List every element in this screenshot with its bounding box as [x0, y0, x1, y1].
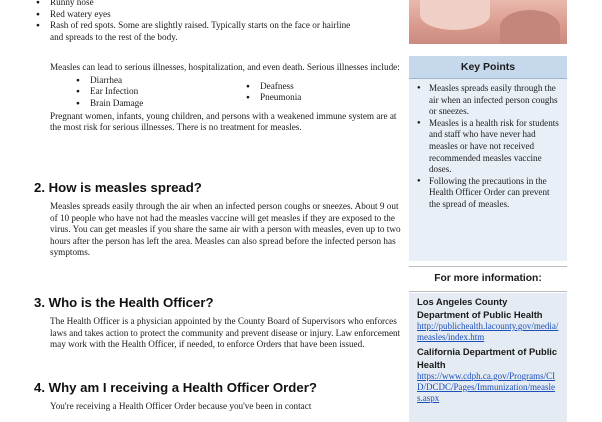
- symptom-item: ● Red watery eyes: [50, 9, 362, 21]
- section-heading-order: 4. Why am I receiving a Health Officer Order?: [34, 380, 317, 395]
- key-points-heading: Key Points: [409, 56, 567, 79]
- source-link[interactable]: http://publichealth.lacounty.gov/media/measles/index.htm: [417, 321, 559, 342]
- illness-list: [90, 75, 402, 111]
- order-text: You're receiving a Health Officer Order because you've been in contact: [50, 401, 312, 411]
- section-body-spread: [50, 201, 402, 259]
- key-points-list: [409, 83, 567, 211]
- more-info-heading: For more information:: [409, 266, 567, 292]
- illness-item: ● Ear Infection: [90, 86, 210, 98]
- illness-item: ● Diarrhea: [90, 75, 210, 87]
- source-name: California Department of Public Health: [417, 346, 558, 370]
- source-name: Los Angeles County Department of Public Health: [417, 296, 543, 320]
- section-heading-spread: 2. How is measles spread?: [34, 180, 202, 195]
- symptom-list: [50, 0, 362, 43]
- illness-item: ● Brain Damage: [90, 98, 210, 110]
- photo-detail: [420, 0, 490, 30]
- key-point-item: ● Measles is a health risk for students and staff who have never had measles or have not received recommended measles vaccine doses.: [429, 118, 561, 176]
- serious-illness-section: [50, 62, 402, 134]
- key-point-item: ● Following the precautions in the Health Officer Order can prevent the spread of measles.: [429, 176, 561, 211]
- illness-column-1: [90, 75, 210, 110]
- illness-item: ● Pneumonia: [260, 92, 380, 104]
- serious-intro: Measles can lead to serious illnesses, hospitalization, and even death. Serious illnesses include:: [50, 62, 400, 72]
- section-heading-health-officer: 3. Who is the Health Officer?: [34, 295, 214, 310]
- illness-item: ● Deafness: [260, 81, 380, 93]
- key-point-item: ● Measles spreads easily through the air when an infected person coughs or sneezes.: [429, 83, 561, 118]
- health-officer-text: The Health Officer is a physician appointed by the County Board of Supervisors who enforces laws and takes action to protect the community and prevent disease or injury. Law enforcement may work with the Health Officer, if needed, to enforce Orders that have been issued.: [50, 316, 401, 350]
- section-body-order: [50, 401, 402, 413]
- spread-text: Measles spreads easily through the air when an infected person coughs or sneezes. About 9 out of 10 people who have not had the measles vaccine will get measles if they are exposed to the virus. You can get measles if you share the same air with a person with measles, even up to two hours after the person has left the area. Measles can also spread before the infected person has symptoms.: [50, 201, 401, 258]
- key-points-box: [409, 79, 567, 261]
- symptom-item: ● Runny nose: [50, 0, 362, 9]
- symptom-item: ● Rash of red spots. Some are slightly raised. Typically starts on the face or hairline and spreads to the rest of the body.: [50, 20, 362, 43]
- photo-detail: [500, 10, 560, 44]
- source-link[interactable]: https://www.cdph.ca.gov/Programs/CID/DCDC/Pages/Immunization/measles.aspx: [417, 371, 556, 403]
- risk-text: Pregnant women, infants, young children, and persons with a weakened immune system are at the most risk for serious illnesses. There is no treatment for measles.: [50, 110, 397, 133]
- more-info-box: [409, 293, 567, 422]
- section-body-health-officer: [50, 316, 402, 351]
- illness-column-2: [260, 81, 380, 104]
